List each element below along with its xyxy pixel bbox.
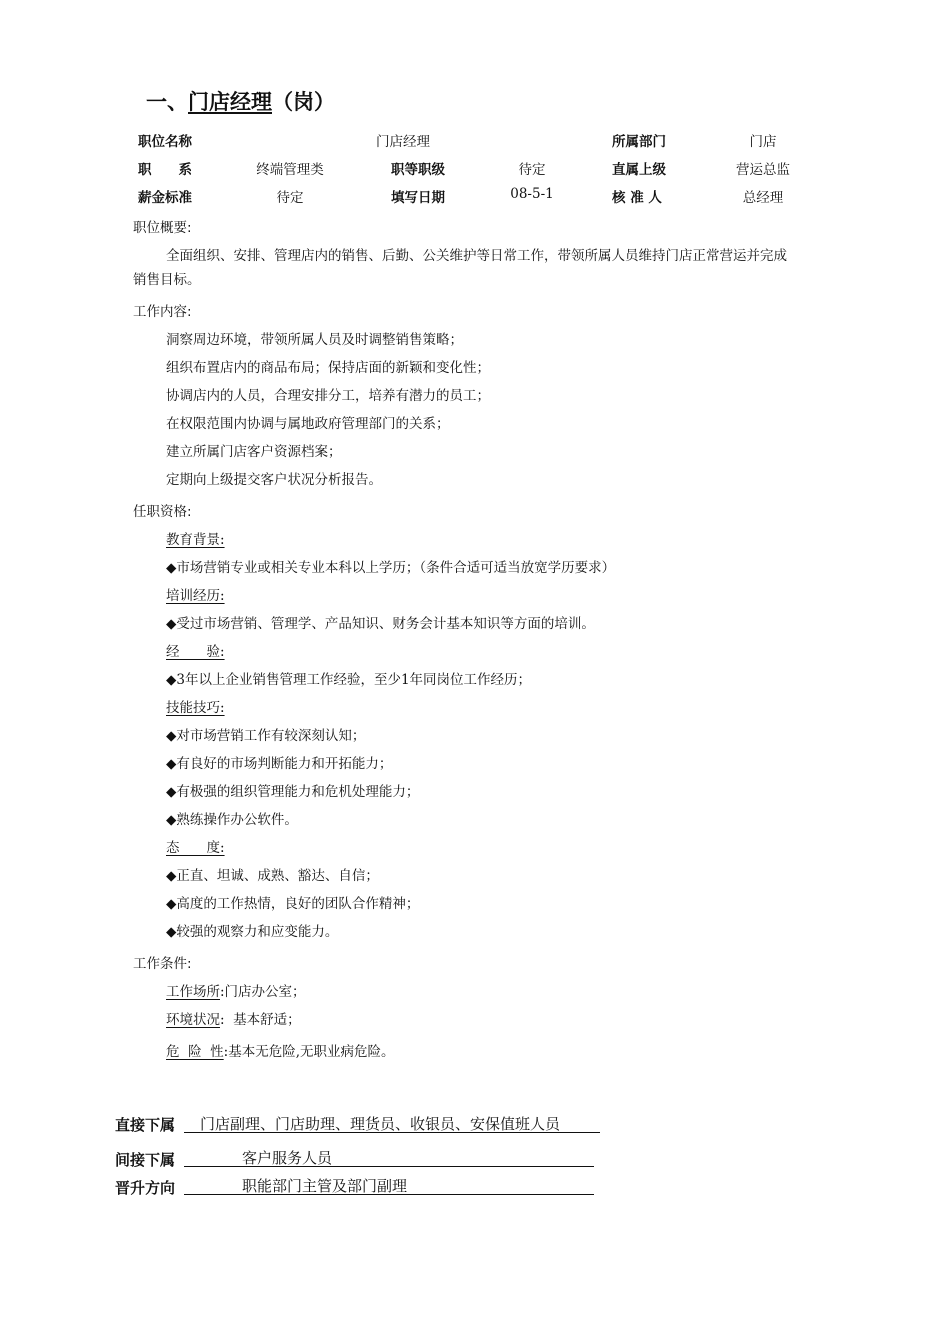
duty-item: 协调店内的人员，合理安排分工，培养有潜力的员工；: [166, 388, 490, 404]
conditions-heading-text: 工作条件: [133, 956, 187, 972]
overview-line1: 全面组织、安排、管理店内的销售、后勤、公关维护等日常工作，带领所属人员维持门店正常营运并完成: [166, 248, 787, 264]
duties-heading: [133, 300, 192, 320]
condition-place-value: :门店办公室；: [220, 984, 306, 1000]
title-prefix: 一、: [146, 90, 188, 114]
duty-item: 定期向上级提交客户状况分析报告。: [166, 472, 382, 488]
duty-item: 洞察周边环境，带领所属人员及时调整销售策略；: [166, 332, 463, 348]
education-item: ◆市场营销专业或相关专业本科以上学历；（条件合适可适当放宽学历要求）: [166, 560, 616, 576]
header-row2-value1: 终端管理类: [256, 162, 324, 178]
indirect-reports-label: 间接下属: [115, 1151, 176, 1169]
header-row1-value1: 门店经理: [376, 134, 430, 150]
training-label: 培训经历:: [166, 588, 225, 604]
attitude-label: 态 度:: [166, 840, 225, 856]
condition-place: [166, 980, 306, 1000]
attitude-item: ◆高度的工作热情，良好的团队合作精神；: [166, 896, 420, 912]
duties-heading-colon: :: [187, 304, 192, 320]
attitude-item: ◆较强的观察力和应变能力。: [166, 924, 339, 940]
experience-label: 经 验:: [166, 644, 225, 660]
header-row2-value3: 营运总监: [736, 162, 790, 178]
header-row3-value1: 待定: [276, 190, 304, 206]
header-row3-value2: 08-5-1: [510, 186, 554, 202]
page-title: [146, 86, 335, 116]
condition-environment: [166, 1008, 301, 1028]
qualifications-heading-text: 任职资格: [133, 504, 187, 520]
condition-risk-label: 危 险 性: [166, 1044, 224, 1060]
conditions-heading-colon: :: [187, 956, 192, 972]
training-item: ◆受过市场营销、管理学、产品知识、财务会计基本知识等方面的培训。: [166, 616, 595, 632]
header-row1-label1: 职位名称: [138, 134, 192, 150]
header-row2-label1: 职 系: [138, 162, 192, 178]
skills-item: ◆熟练操作办公软件。: [166, 812, 298, 828]
direct-reports-label: 直接下属: [115, 1116, 176, 1134]
header-row3-value3: 总经理: [742, 190, 784, 206]
condition-risk-value: :基本无危险,无职业病危险。: [223, 1044, 395, 1060]
promotion-label: 晋升方向: [115, 1179, 176, 1197]
overview-heading-text: 职位概要: [133, 220, 187, 236]
duty-item: 组织布置店内的商品布局；保持店面的新颖和变化性；: [166, 360, 490, 376]
overview-heading-colon: :: [187, 220, 192, 236]
condition-environment-value: : 基本舒适；: [220, 1012, 301, 1028]
skills-item: ◆有极强的组织管理能力和危机处理能力；: [166, 784, 420, 800]
title-suffix: （岗）: [272, 90, 335, 114]
header-row1-label3: 所属部门: [612, 134, 666, 150]
header-row1-value3: 门店: [749, 134, 777, 150]
skills-item: ◆有良好的市场判断能力和开拓能力；: [166, 756, 393, 772]
promotion-value: 职能部门主管及部门副理: [242, 1177, 408, 1195]
overview-heading: [133, 216, 192, 236]
header-row3-label2: 填写日期: [391, 190, 445, 206]
header-row2-value2: 待定: [518, 162, 546, 178]
skills-item: ◆对市场营销工作有较深刻认知；: [166, 728, 366, 744]
title-main: 门店经理: [188, 90, 272, 114]
condition-risk: [166, 1040, 395, 1060]
duty-item: 在权限范围内协调与属地政府管理部门的关系；: [166, 416, 450, 432]
education-label: 教育背景:: [166, 532, 225, 548]
qualifications-heading: [133, 500, 192, 520]
attitude-item: ◆正直、坦诚、成熟、豁达、自信；: [166, 868, 379, 884]
skills-label: 技能技巧:: [166, 700, 225, 716]
header-row3-label3: 核 准 人: [612, 190, 662, 206]
duties-heading-text: 工作内容: [133, 304, 187, 320]
overview-line2: 销售目标。: [133, 272, 201, 288]
header-row2-label3: 直属上级: [612, 162, 666, 178]
condition-environment-label: 环境状况: [166, 1012, 220, 1028]
direct-reports-value: 门店副理、门店助理、理货员、收银员、安保值班人员: [200, 1115, 561, 1133]
qualifications-heading-colon: :: [187, 504, 192, 520]
conditions-heading: [133, 952, 192, 972]
header-row3-label1: 薪金标准: [138, 190, 192, 206]
duty-item: 建立所属门店客户资源档案；: [166, 444, 342, 460]
experience-item: ◆3年以上企业销售管理工作经验，至少1年同岗位工作经历；: [166, 672, 532, 688]
header-row2-label2: 职等职级: [391, 162, 445, 178]
indirect-reports-value: 客户服务人员: [242, 1149, 333, 1167]
condition-place-label: 工作场所: [166, 984, 220, 1000]
